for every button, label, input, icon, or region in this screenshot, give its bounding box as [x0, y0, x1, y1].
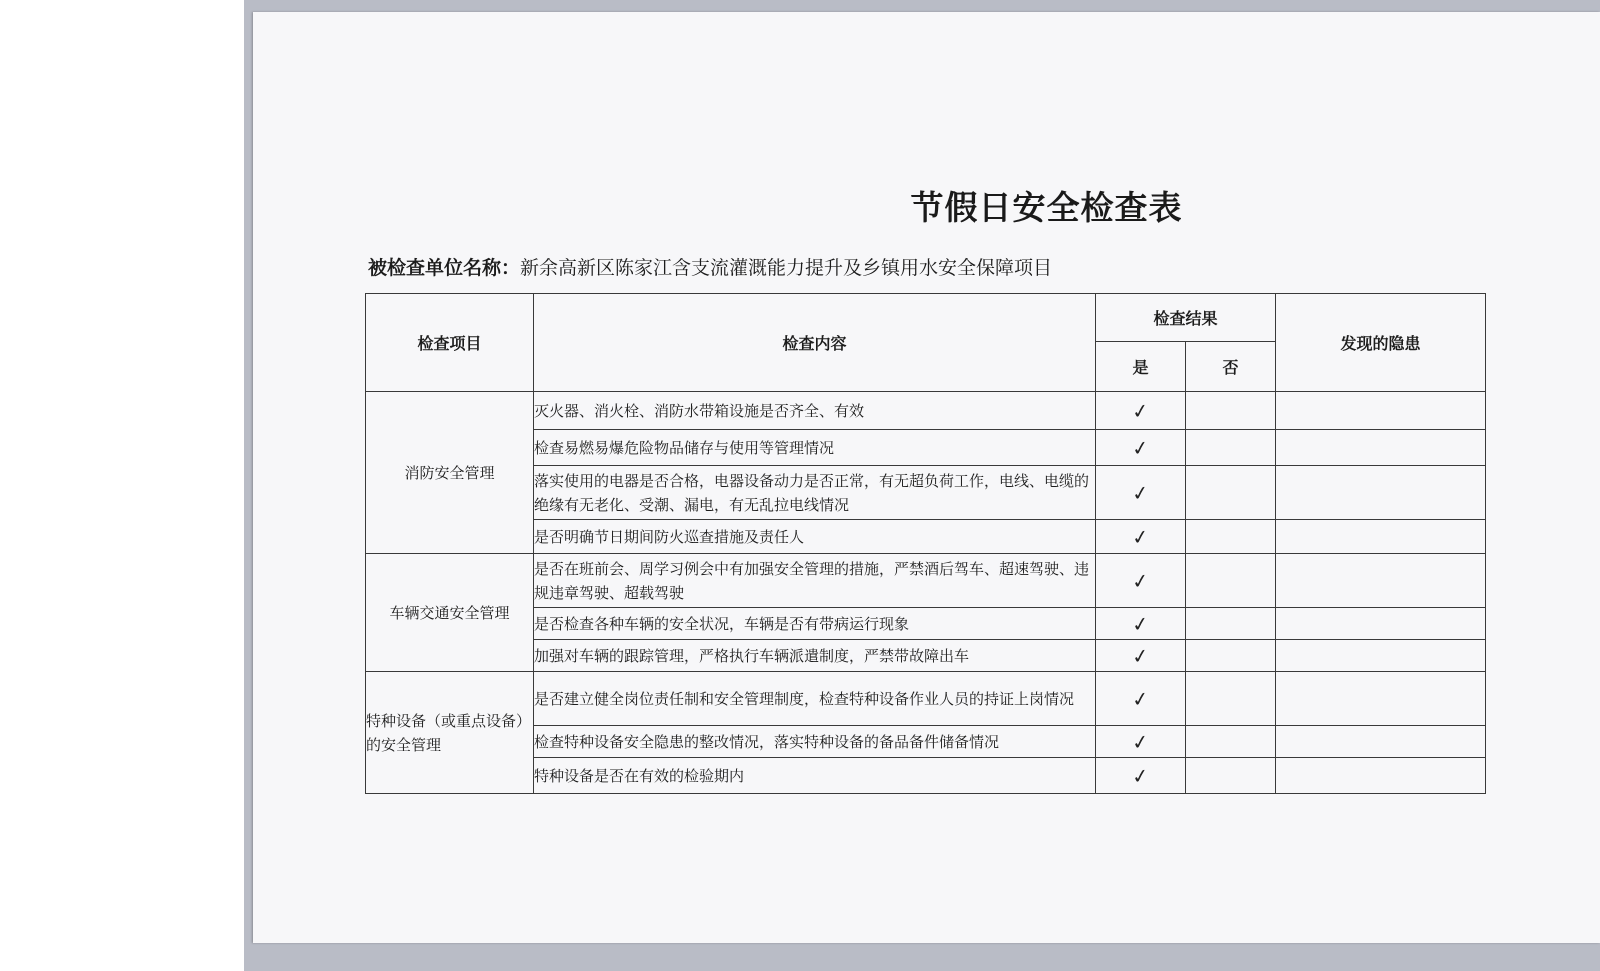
check-content: 是否建立健全岗位责任制和安全管理制度，检查特种设备作业人员的持证上岗情况 — [534, 672, 1096, 726]
check-content: 是否明确节日期间防火巡查措施及责任人 — [534, 520, 1096, 554]
result-yes-cell — [1096, 608, 1186, 640]
table-row — [366, 608, 1486, 640]
table-row — [366, 758, 1486, 794]
check-content: 落实使用的电器是否合格，电器设备动力是否正常，有无超负荷工作，电线、电缆的绝缘有无老化、受潮、漏电，有无乱拉电线情况 — [534, 466, 1096, 520]
header-result-no: 否 — [1186, 342, 1276, 392]
result-no-cell — [1186, 520, 1276, 554]
check-mark-icon: ✓ — [1130, 567, 1151, 594]
check-content: 检查特种设备安全隐患的整改情况，落实特种设备的备品备件储备情况 — [534, 726, 1096, 758]
result-yes-cell — [1096, 726, 1186, 758]
check-item-special-equipment: 特种设备（或重点设备）的安全管理 — [366, 672, 534, 794]
check-mark-icon: ✓ — [1130, 685, 1151, 712]
hazard-cell — [1276, 554, 1486, 608]
check-content: 是否检查各种车辆的安全状况，车辆是否有带病运行现象 — [534, 608, 1096, 640]
document-title: 节假日安全检查表 — [910, 188, 1183, 227]
result-yes-cell — [1096, 758, 1186, 794]
check-item-vehicle-traffic: 车辆交通安全管理 — [366, 554, 534, 672]
result-yes-cell — [1096, 430, 1186, 466]
table-row — [366, 430, 1486, 466]
result-yes-cell — [1096, 392, 1186, 430]
result-no-cell — [1186, 672, 1276, 726]
document-page — [253, 12, 1600, 943]
header-check-result: 检查结果 — [1096, 294, 1276, 342]
result-no-cell — [1186, 466, 1276, 520]
inspected-unit-label: 被检查单位名称： — [368, 257, 521, 279]
result-no-cell — [1186, 430, 1276, 466]
hazard-cell — [1276, 758, 1486, 794]
inspected-unit-name: 新余高新区陈家江含支流灌溉能力提升及乡镇用水安全保障项目 — [520, 257, 1053, 279]
table-row — [366, 726, 1486, 758]
check-mark-icon: ✓ — [1130, 728, 1151, 755]
header-hazard-found: 发现的隐患 — [1276, 294, 1486, 392]
check-item-fire-safety: 消防安全管理 — [366, 392, 534, 554]
table-row — [366, 392, 1486, 430]
result-yes-cell — [1096, 640, 1186, 672]
check-content: 特种设备是否在有效的检验期内 — [534, 758, 1096, 794]
table-row — [366, 640, 1486, 672]
check-mark-icon: ✓ — [1130, 434, 1151, 461]
hazard-cell — [1276, 726, 1486, 758]
table-row — [366, 672, 1486, 726]
check-content: 加强对车辆的跟踪管理，严格执行车辆派遣制度，严禁带故障出车 — [534, 640, 1096, 672]
inspected-unit-line — [368, 253, 1052, 280]
hazard-cell — [1276, 466, 1486, 520]
table-row — [366, 520, 1486, 554]
result-no-cell — [1186, 392, 1276, 430]
hazard-cell — [1276, 392, 1486, 430]
check-mark-icon: ✓ — [1130, 762, 1151, 789]
result-no-cell — [1186, 608, 1276, 640]
check-content: 是否在班前会、周学习例会中有加强安全管理的措施，严禁酒后驾车、超速驾驶、违规违章驾驶、超载驾驶 — [534, 554, 1096, 608]
check-content: 检查易燃易爆危险物品储存与使用等管理情况 — [534, 430, 1096, 466]
hazard-cell — [1276, 640, 1486, 672]
safety-check-table — [365, 293, 1486, 794]
result-no-cell — [1186, 726, 1276, 758]
check-mark-icon: ✓ — [1130, 479, 1151, 506]
hazard-cell — [1276, 608, 1486, 640]
check-content: 灭火器、消火栓、消防水带箱设施是否齐全、有效 — [534, 392, 1096, 430]
check-mark-icon: ✓ — [1130, 610, 1151, 637]
header-result-yes: 是 — [1096, 342, 1186, 392]
result-no-cell — [1186, 758, 1276, 794]
table-row — [366, 466, 1486, 520]
hazard-cell — [1276, 520, 1486, 554]
check-mark-icon: ✓ — [1130, 523, 1151, 550]
check-mark-icon: ✓ — [1130, 397, 1151, 424]
header-check-content: 检查内容 — [534, 294, 1096, 392]
result-yes-cell — [1096, 520, 1186, 554]
result-no-cell — [1186, 554, 1276, 608]
result-yes-cell — [1096, 466, 1186, 520]
table-row — [366, 554, 1486, 608]
result-yes-cell — [1096, 672, 1186, 726]
check-mark-icon: ✓ — [1130, 642, 1151, 669]
result-yes-cell — [1096, 554, 1186, 608]
header-check-item: 检查项目 — [366, 294, 534, 392]
result-no-cell — [1186, 640, 1276, 672]
hazard-cell — [1276, 672, 1486, 726]
hazard-cell — [1276, 430, 1486, 466]
